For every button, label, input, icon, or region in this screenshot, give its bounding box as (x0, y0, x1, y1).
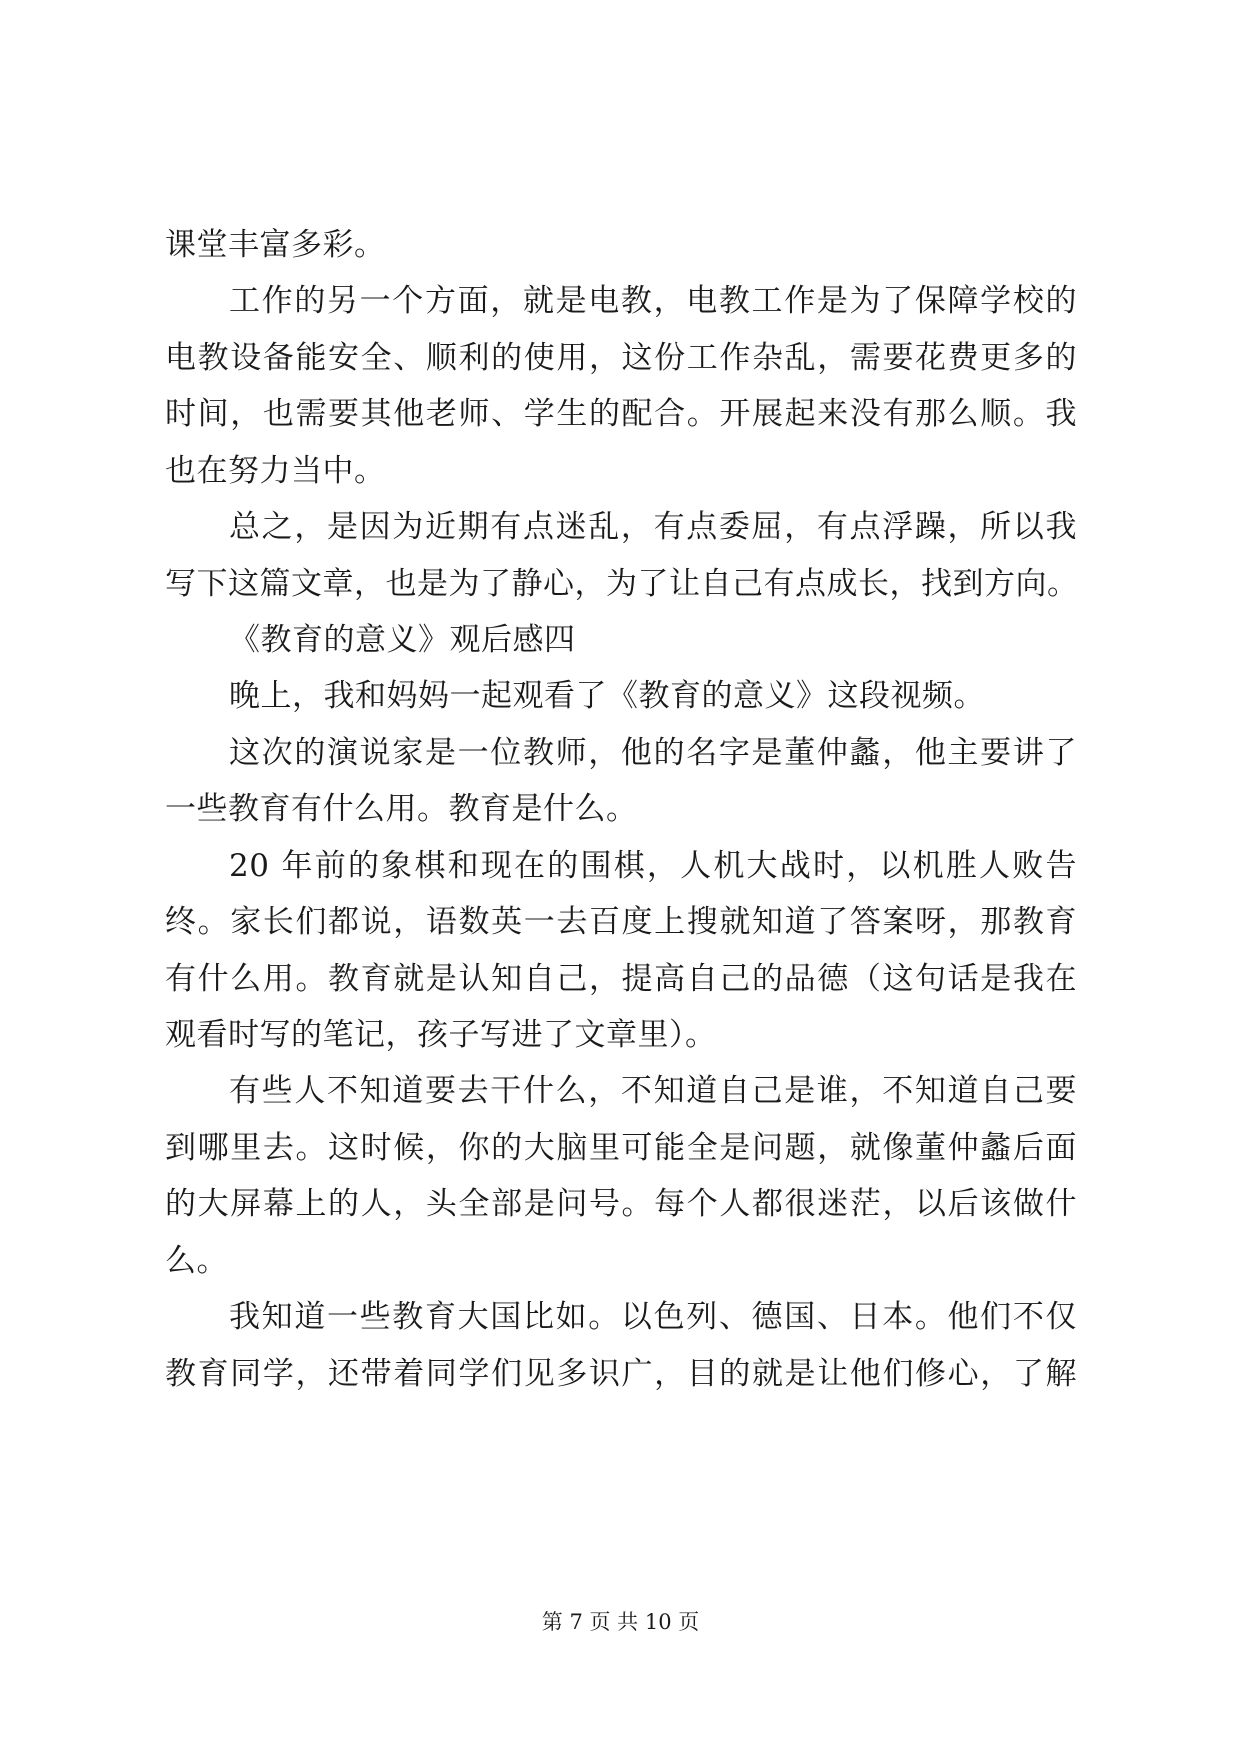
text-line: 终。家长们都说，语数英一去百度上搜就知道了答案呀，那教育 (165, 904, 1077, 940)
text-line: 有什么用。教育就是认知自己，提高自己的品德（这句话是我在 (165, 961, 1077, 997)
text-line: 也在努力当中。 (165, 453, 386, 489)
text-line: 总之，是因为近期有点迷乱，有点委屈，有点浮躁，所以我 (229, 509, 1077, 545)
text-line: 么。 (165, 1243, 228, 1279)
text-line: 这次的演说家是一位教师，他的名字是董仲蠡，他主要讲了 (229, 735, 1077, 771)
text-line: 写下这篇文章，也是为了静心，为了让自己有点成长，找到方向。 (165, 566, 1079, 602)
text-line: 一些教育有什么用。教育是什么。 (165, 791, 638, 827)
text-line: 我知道一些教育大国比如。以色列、德国、日本。他们不仅 (229, 1299, 1077, 1335)
text-line: 晚上，我和妈妈一起观看了《教育的意义》这段视频。 (229, 678, 985, 714)
section-heading: 《教育的意义》观后感四 (229, 622, 576, 658)
text-line: 课堂丰富多彩。 (165, 227, 386, 263)
text-line: 时间，也需要其他老师、学生的配合。开展起来没有那么顺。我 (165, 396, 1077, 432)
text-line: 20 年前的象棋和现在的围棋，人机大战时，以机胜人败告 (229, 848, 1077, 884)
text-line: 电教设备能安全、顺利的使用，这份工作杂乱，需要花费更多的 (165, 340, 1077, 376)
text-line: 的大屏幕上的人，头全部是问号。每个人都很迷茫，以后该做什 (165, 1186, 1077, 1222)
text-line: 教育同学，还带着同学们见多识广，目的就是让他们修心，了解 (165, 1356, 1077, 1392)
text-line: 观看时写的笔记，孩子写进了文章里）。 (165, 1017, 717, 1053)
text-line: 有些人不知道要去干什么，不知道自己是谁，不知道自己要 (229, 1073, 1077, 1109)
text-line: 到哪里去。这时候，你的大脑里可能全是问题，就像董仲蠡后面 (165, 1130, 1077, 1166)
text-line: 工作的另一个方面，就是电教，电教工作是为了保障学校的 (229, 283, 1077, 319)
page-number-footer: 第 7 页 共 10 页 (541, 1610, 700, 1634)
